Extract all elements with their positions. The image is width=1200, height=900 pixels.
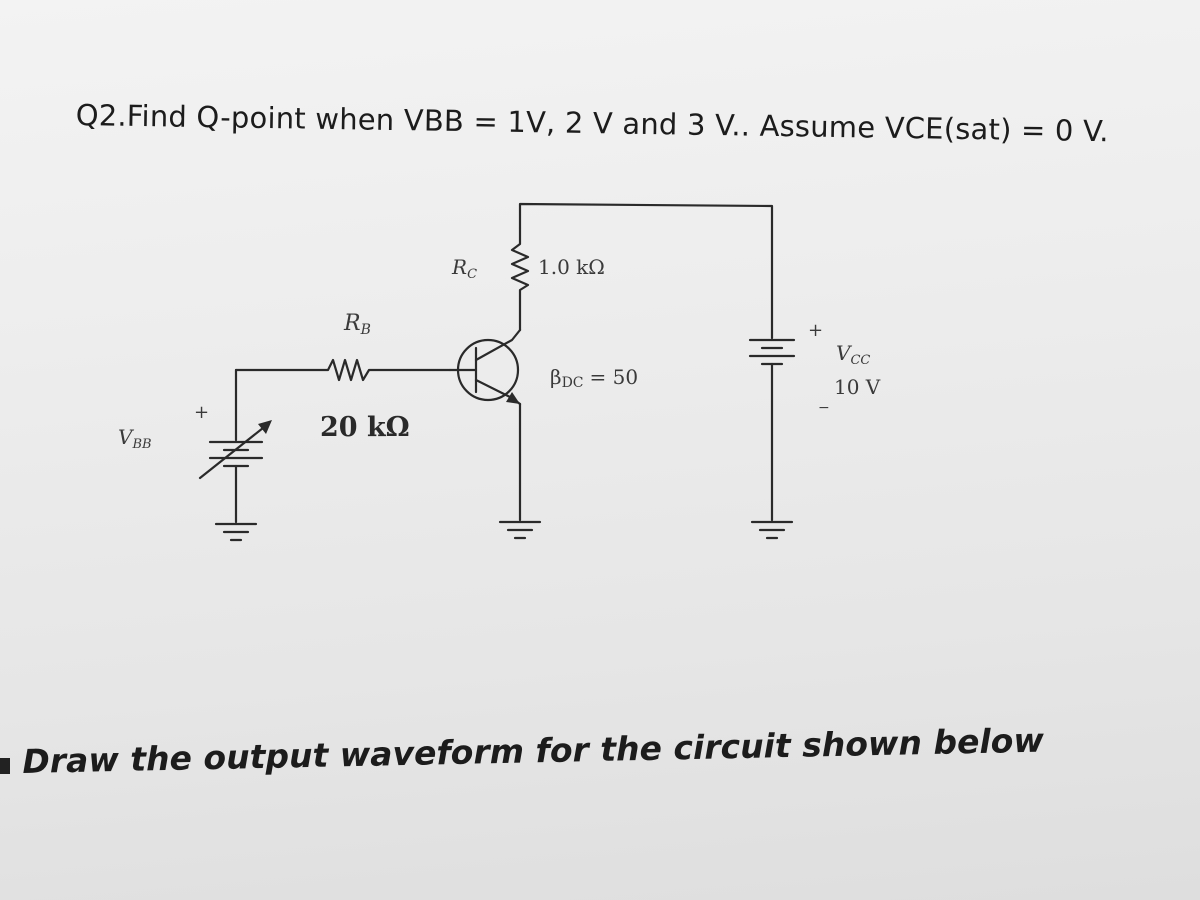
question-text: Q2.Find Q-point when VBB = 1V, 2 V and 3 V.. Assume VCE(sat) = 0 V. xyxy=(75,98,1109,149)
rb-resistor xyxy=(236,360,450,380)
vcc-value: 10 V xyxy=(834,375,881,399)
rc-label: $R_C$ xyxy=(452,255,478,282)
vbb-plus: + xyxy=(194,402,210,423)
vbb-label: $V_{BB}$ xyxy=(118,425,152,452)
vcc-label: $V_{CC}$ xyxy=(836,341,871,368)
vbb-variable-arrow xyxy=(200,424,268,478)
emitter-arrowhead xyxy=(506,392,520,404)
vbb-arrowhead xyxy=(258,420,272,434)
instruction-text: Draw the output waveform for the circuit shown below xyxy=(22,720,1045,781)
rb-label: RB xyxy=(344,311,371,338)
bullet-marker xyxy=(0,758,10,774)
vcc-plus: + xyxy=(808,320,824,341)
rc-value: 1.0 kΩ xyxy=(538,255,605,279)
rc-resistor xyxy=(512,228,528,330)
beta-label: βDC = 50 xyxy=(550,365,639,391)
rb-value: 20 kΩ xyxy=(320,412,410,443)
vcc-minus: − xyxy=(818,400,830,416)
